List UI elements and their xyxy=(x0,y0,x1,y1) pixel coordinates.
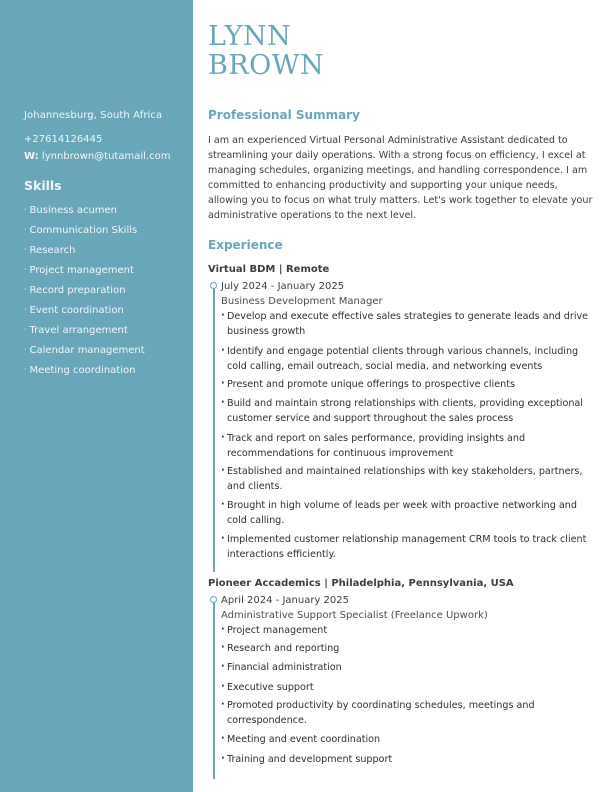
job-bullet: · Develop and execute effective sales strategies to generate leads and drive business growth xyxy=(221,309,593,339)
job-entry xyxy=(208,578,593,767)
job-bullet: · Training and development support xyxy=(221,752,593,767)
timeline-dot-icon xyxy=(210,282,217,289)
skill-item: · Communication Skills xyxy=(24,225,138,236)
summary-heading: Professional Summary xyxy=(208,108,360,122)
skill-item: · Business acumen xyxy=(24,205,118,216)
contact-email-row xyxy=(24,151,170,162)
job-bullet: · Track and report on sales performance, providing insights and recommendations for continuous improvement xyxy=(221,431,593,461)
contact-phone: +27614126445 xyxy=(24,134,103,145)
bullet-icon: · xyxy=(24,305,27,314)
bullet-icon: · xyxy=(24,365,27,374)
timeline-line xyxy=(213,601,215,779)
bullet-icon: · xyxy=(24,325,27,334)
bullet-icon: · xyxy=(24,265,27,274)
last-name: BROWN xyxy=(208,50,325,81)
job-bullet: · Brought in high volume of leads per week with proactive networking and cold calling. xyxy=(221,498,593,528)
skill-item: · Travel arrangement xyxy=(24,325,128,336)
first-name: LYNN xyxy=(208,21,292,52)
job-bullet: · Established and maintained relationships with key stakeholders, partners, and clients. xyxy=(221,464,593,494)
job-role: Administrative Support Specialist (Freelance Upwork) xyxy=(221,610,488,621)
bullet-icon: · xyxy=(24,285,27,294)
job-bullet: · Meeting and event coordination xyxy=(221,732,593,747)
job-dates: July 2024 - January 2025 xyxy=(221,281,345,292)
job-bullet: · Identify and engage potential clients through various channels, including cold calling, email outreach, social media, and networking events xyxy=(221,344,593,374)
job-employer: Pioneer Accademics | Philadelphia, Pennsylvania, USA xyxy=(208,578,514,589)
job-entry xyxy=(208,264,593,562)
job-bullet: · Executive support xyxy=(221,680,593,695)
job-bullets xyxy=(221,309,593,562)
contact-location: Johannesburg, South Africa xyxy=(24,110,163,121)
bullet-icon: · xyxy=(24,245,27,254)
timeline-line xyxy=(213,287,215,572)
job-bullet: · Promoted productivity by coordinating schedules, meetings and correspondence. xyxy=(221,698,593,728)
job-bullet: · Present and promote unique offerings to prospective clients xyxy=(221,377,593,392)
job-role: Business Development Manager xyxy=(221,296,383,307)
experience-heading: Experience xyxy=(208,238,283,252)
skill-item: · Meeting coordination xyxy=(24,365,136,376)
sidebar xyxy=(0,0,193,792)
job-bullet: · Implemented customer relationship management CRM tools to track client interactions efficiently. xyxy=(221,532,593,562)
bullet-icon: · xyxy=(24,225,27,234)
job-bullet: · Build and maintain strong relationships with clients, providing exceptional customer service and support throughout the sales process xyxy=(221,396,593,426)
person-name xyxy=(208,22,324,80)
skill-item: · Project management xyxy=(24,265,134,276)
job-bullet: · Research and reporting xyxy=(221,641,593,656)
job-bullet: · Financial administration xyxy=(221,660,593,675)
job-dates: April 2024 - January 2025 xyxy=(221,595,349,606)
skills-list xyxy=(24,205,145,385)
timeline-dot-icon xyxy=(210,596,217,603)
job-body xyxy=(208,593,593,767)
job-employer: Virtual BDM | Remote xyxy=(208,264,330,275)
skill-item: · Calendar management xyxy=(24,345,145,356)
skill-item: · Record preparation xyxy=(24,285,126,296)
job-body xyxy=(208,279,593,562)
bullet-icon: · xyxy=(24,205,27,214)
skill-item: · Event coordination xyxy=(24,305,124,316)
skill-item: · Research xyxy=(24,245,76,256)
contact-email[interactable]: lynnbrown@tutamail.com xyxy=(41,151,171,162)
bullet-icon: · xyxy=(24,345,27,354)
summary-text: I am an experienced Virtual Personal Administrative Assistant dedicated to streamlining your daily operations. With a strong focus on efficiency, I excel at managing schedules, organizing meetings, and handling correspondence. I am committed to enhancing productivity and supporting your unique needs, allowing you to focus on what truly matters. Let's work together to elevate your administrative operations to the next level. xyxy=(208,135,593,221)
job-bullets xyxy=(221,623,593,767)
job-bullet: · Project management xyxy=(221,623,593,638)
skills-heading: Skills xyxy=(24,178,62,193)
email-label: W: xyxy=(24,151,39,162)
